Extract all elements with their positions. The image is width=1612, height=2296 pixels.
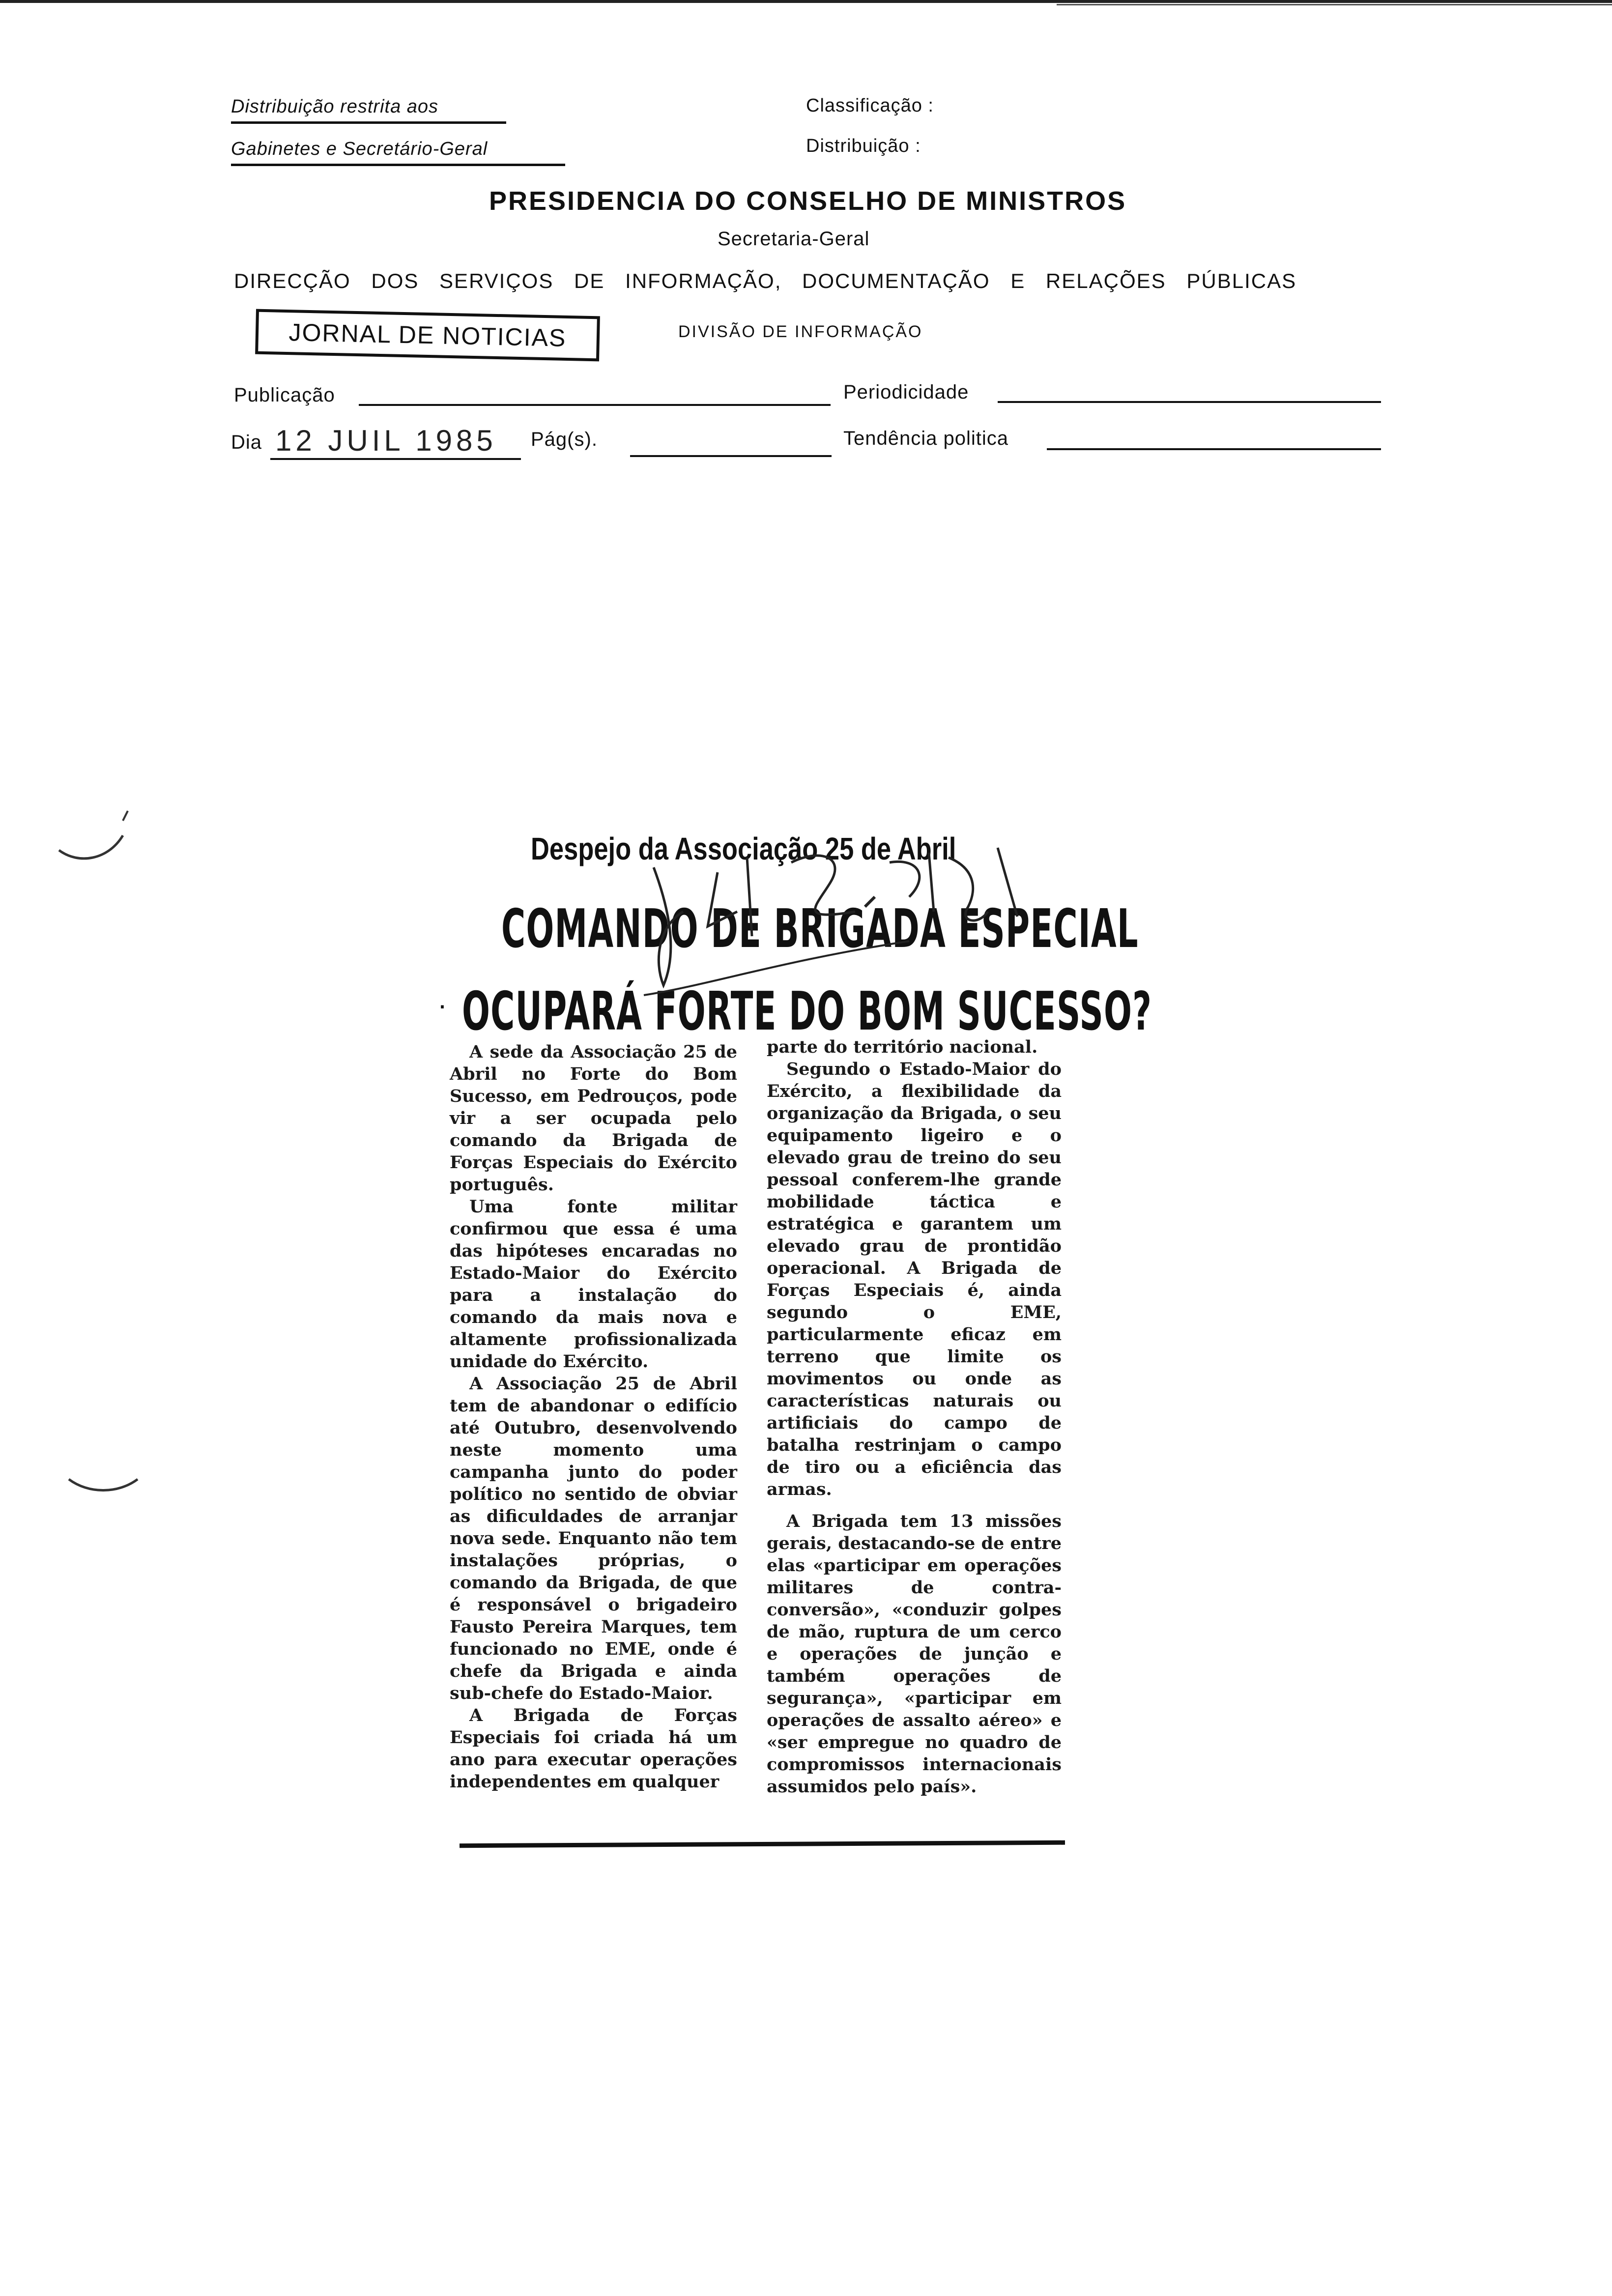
col1-paragraph-1: A sede da Associação 25 de Abril no Forte do Bom Sucesso, em Pedrouços, pode vir a ser ocupada pelo comando da Brigada de Forças Especiais do Exército português. <box>450 1042 737 1195</box>
col1-paragraph-2: Uma fonte militar confirmou que essa é uma das hipóteses encaradas no Estado-Maior do Exército para a instalação do comando da mais nova e altamente profissionalizada unidade do Exército. <box>450 1197 737 1372</box>
article-column-1 <box>450 1041 737 1793</box>
article-kicker: Despejo da Associação 25 de Abril <box>531 831 956 866</box>
presidencia-title: PRESIDENCIA DO CONSELHO DE MINISTROS <box>489 186 1127 216</box>
handwritten-scribble <box>634 838 1037 1005</box>
periodicidade-field-line <box>998 401 1381 403</box>
dia-stamp-value: 12 JUIL 1985 <box>275 424 497 457</box>
col1-paragraph-3: A Associação 25 de Abril tem de abandonar o edifício até Outubro, desenvolvendo neste momento uma campanha junto do poder político no sentido de obviar as dificuldades de arranjar nova sede. Enquanto não tem instalações próprias, o comando da Brigada, de que é responsável o brigadeiro Fausto Pereira Marques, tem funcionado no EME, onde é chefe da Brigada e ainda sub-chefe do Estado-Maior. <box>450 1374 737 1703</box>
pags-label: Pág(s). <box>531 429 598 450</box>
hole-punch-mark <box>49 806 138 875</box>
tendencia-label: Tendência politica <box>843 428 1008 449</box>
restricted-distribution-line1: Distribuição restrita aos <box>231 96 506 124</box>
col2-paragraph-1: parte do território nacional. <box>767 1037 1038 1057</box>
hole-punch-mark-lower <box>59 1464 147 1514</box>
pags-field-line <box>630 455 832 457</box>
secretaria-geral: Secretaria-Geral <box>718 228 870 250</box>
article-column-2 <box>767 1036 1062 1798</box>
distribuicao-label: Distribuição : <box>806 136 921 156</box>
direccao-servicos: DIRECÇÃO DOS SERVIÇOS DE INFORMAÇÃO, DOCUMENTAÇÃO E RELAÇÕES PÚBLICAS <box>234 269 1297 292</box>
scan-top-edge <box>0 0 1612 3</box>
dia-label: Dia <box>231 431 262 453</box>
publicacao-field-line <box>359 404 831 406</box>
periodicidade-label: Periodicidade <box>843 381 969 403</box>
article-headline-line2: OCUPARÁ FORTE DO BOM SUCESSO? <box>462 981 1152 1042</box>
tendencia-field-line <box>1047 448 1381 450</box>
col2-paragraph-3: A Brigada tem 13 missões gerais, destacando-se de entre elas «participar em operações militares de contra-conversão», «conduzir golpes de mão, ruptura de um cerco e operações de junção e também operações de segurança», «participar em operações de assalto aéreo» e «ser empregue no quadro de compromissos internacionais assumidos pelo país». <box>767 1511 1062 1797</box>
headline-bullet: · <box>437 988 447 1021</box>
col2-paragraph-2: Segundo o Estado-Maior do Exército, a flexibilidade da organização da Brigada, o seu equipamento ligeiro e o elevado grau de treino do seu pessoal conferem-lhe grande mobilidade táctica e estratégica e garantem um elevado grau de prontidão operacional. A Brigada de Forças Especiais é, ainda segundo o EME, particularmente eficaz em terreno que limite os movimentos ou onde as características naturais ou artificiais do campo de batalha restrinjam o campo de tiro ou a eficiência das armas. <box>767 1059 1062 1499</box>
article-headline-line1: COMANDO DE BRIGADA ESPECIAL <box>501 898 1139 960</box>
dia-field-line <box>270 458 521 460</box>
jornal-stamp: JORNAL DE NOTICIAS <box>255 309 600 362</box>
article-bottom-rule <box>460 1840 1065 1848</box>
divisao-informacao: DIVISÃO DE INFORMAÇÃO <box>678 322 923 341</box>
publicacao-label: Publicação <box>234 384 335 406</box>
classificacao-label: Classificação : <box>806 95 934 116</box>
restricted-distribution-line2: Gabinetes e Secretário-Geral <box>231 139 565 166</box>
col1-paragraph-4: A Brigada de Forças Especiais foi criada há um ano para executar operações independentes em qualquer <box>450 1705 737 1792</box>
scan-top-edge-secondary <box>1057 4 1612 5</box>
